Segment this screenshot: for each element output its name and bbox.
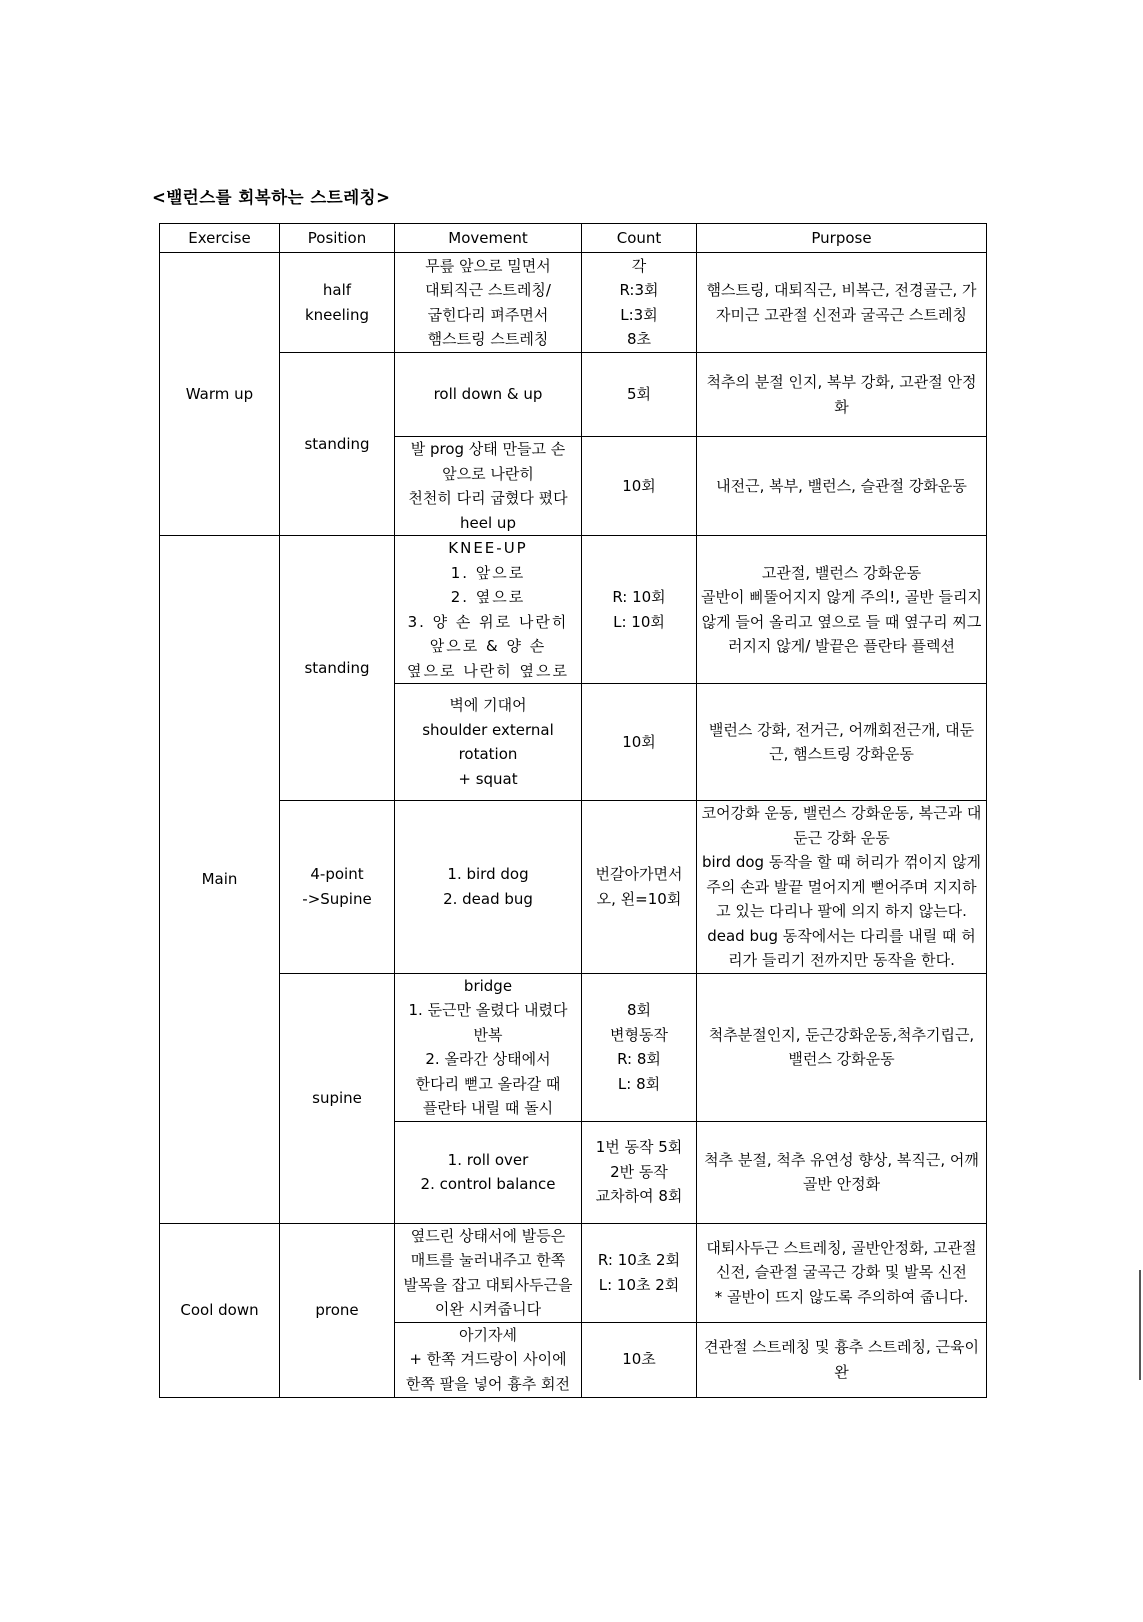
header-count: Count (582, 224, 697, 253)
page-title: <밸런스를 회복하는 스트레칭> (152, 188, 391, 207)
count-cell: 5회 (582, 353, 697, 437)
purpose-cell: 고관절, 밸런스 강화운동 골반이 삐뚤어지지 않게 주의!, 골반 들리지 않게 들어 올리고 옆으로 들 때 옆구리 찌그러지지 않게/ 발끝은 플란타 플렉션 (697, 536, 987, 684)
count-cell: 각 R:3회 L:3회 8초 (582, 253, 697, 353)
header-purpose: Purpose (697, 224, 987, 253)
position-cell: prone (280, 1223, 395, 1397)
count-cell: R: 10초 2회 L: 10초 2회 (582, 1223, 697, 1322)
purpose-cell: 내전근, 복부, 밸런스, 슬관절 강화운동 (697, 437, 987, 536)
purpose-cell: 척추의 분절 인지, 복부 강화, 고관절 안정화 (697, 353, 987, 437)
position-cell: standing (280, 353, 395, 536)
purpose-cell: 척추 분절, 척추 유연성 향상, 복직근, 어깨 골반 안정화 (697, 1121, 987, 1223)
movement-cell: 1. roll over 2. control balance (395, 1121, 582, 1223)
count-cell: 10초 (582, 1322, 697, 1397)
position-cell: half kneeling (280, 253, 395, 353)
position-cell: 4-point ->Supine (280, 801, 395, 974)
table-row (160, 253, 987, 353)
count-cell: R: 10회 L: 10회 (582, 536, 697, 684)
movement-cell: 벽에 기대어 shoulder external rotation + squat (395, 684, 582, 801)
table-row (160, 973, 987, 1121)
position-cell: supine (280, 973, 395, 1223)
purpose-cell: 대퇴사두근 스트레칭, 골반안정화, 고관절 신전, 슬관절 굴곡근 강화 및 발목 신전 * 골반이 뜨지 않도록 주의하여 줍니다. (697, 1223, 987, 1322)
count-cell: 1번 동작 5회 2반 동작 교차하여 8회 (582, 1121, 697, 1223)
movement-cell: 발 prog 상태 만들고 손 앞으로 나란히 천천히 다리 굽혔다 폈다 heel up (395, 437, 582, 536)
header-row (160, 224, 987, 253)
count-cell: 10회 (582, 684, 697, 801)
table-row (160, 353, 987, 437)
position-cell: standing (280, 536, 395, 801)
purpose-cell: 밸런스 강화, 전거근, 어깨회전근개, 대둔근, 햄스트링 강화운동 (697, 684, 987, 801)
movement-cell: 아기자세 + 한쪽 겨드랑이 사이에 한쪽 팔을 넣어 흉추 회전 (395, 1322, 582, 1397)
movement-cell: 옆드린 상태서에 발등은 매트를 눌러내주고 한쪽 발목을 잡고 대퇴사두근을 이완 시켜줍니다 (395, 1223, 582, 1322)
table-row (160, 536, 987, 684)
phase-main: Main (160, 536, 280, 1224)
purpose-cell: 척추분절인지, 둔근강화운동,척추기립근, 밸런스 강화운동 (697, 973, 987, 1121)
table-row (160, 1223, 987, 1322)
phase-cooldown: Cool down (160, 1223, 280, 1397)
count-cell: 번갈아가면서 오, 왼=10회 (582, 801, 697, 974)
purpose-cell: 햄스트링, 대퇴직근, 비복근, 전경골근, 가자미근 고관절 신전과 굴곡근 스트레칭 (697, 253, 987, 353)
movement-cell: 무릎 앞으로 밀면서 대퇴직근 스트레칭/ 굽힌다리 펴주면서 햄스트링 스트레칭 (395, 253, 582, 353)
movement-cell: 1. bird dog 2. dead bug (395, 801, 582, 974)
count-cell: 10회 (582, 437, 697, 536)
phase-warmup: Warm up (160, 253, 280, 536)
count-cell: 8회 변형동작 R: 8회 L: 8회 (582, 973, 697, 1121)
movement-cell: KNEE-UP 1. 앞으로 2. 옆으로 3. 양 손 위로 나란히 앞으로 & 양 손 옆으로 나란히 옆으로 (395, 536, 582, 684)
movement-cell: bridge 1. 둔근만 올렸다 내렸다 반복 2. 올라간 상태에서 한다리 뻗고 올라갈 때 플란타 내릴 때 돌시 (395, 973, 582, 1121)
page-edge-mark (1139, 1270, 1141, 1380)
purpose-cell: 견관절 스트레칭 및 흉추 스트레칭, 근육이완 (697, 1322, 987, 1397)
header-position: Position (280, 224, 395, 253)
table-row (160, 801, 987, 974)
header-movement: Movement (395, 224, 582, 253)
purpose-cell: 코어강화 운동, 밸런스 강화운동, 복근과 대둔근 강화 운동 bird dog 동작을 할 때 허리가 꺾이지 않게 주의 손과 발끝 멀어지게 뻗어주며 지지하고 있는 다리나 팔에 의지 하지 않는다. dead bug 동작에서는 다리를 내릴 때 허리가 들리기 전까지만 동작을 한다. (697, 801, 987, 974)
exercise-table (159, 223, 987, 1398)
header-exercise: Exercise (160, 224, 280, 253)
movement-cell: roll down & up (395, 353, 582, 437)
